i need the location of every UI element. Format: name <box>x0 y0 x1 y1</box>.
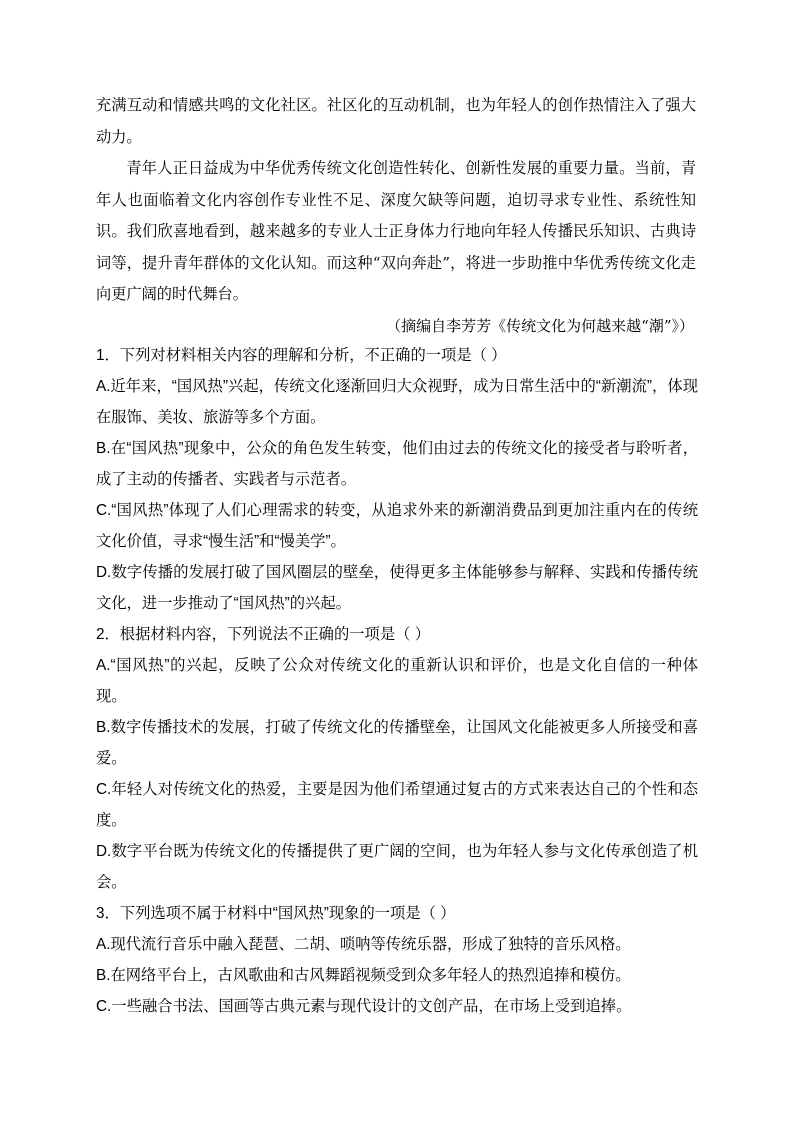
questions-section <box>96 340 698 1022</box>
question-1-stem: 1．下列对材料相关内容的理解和分析，不正确的一项是（ ） <box>96 347 507 364</box>
question-2-stem: 2．根据材料内容，下列说法不正确的一项是（ ） <box>96 626 430 643</box>
question-2-option-d: D.数字平台既为传统文化的传播提供了更广阔的空间，也为年轻人参与文化传承创造了机会。 <box>96 843 698 891</box>
passage-paragraph-2: 青年人正日益成为中华优秀传统文化创造性转化、创新性发展的重要力量。当前，青年人也面临着文化内容创作专业性不足、深度欠缺等问题，迫切寻求专业性、系统性知识。我们欣喜地看到，越来越多的专业人士正身体力行地向年轻人传播民乐知识、古典诗词等，提升青年群体的文化认知。而这种“双向奔赴”，将进一步助推中华优秀传统文化走向更广阔的时代舞台。 <box>96 159 696 303</box>
question-2-option-c: C.年轻人对传统文化的热爱，主要是因为他们希望通过复古的方式来表达自己的个性和态度。 <box>96 781 698 829</box>
passage-source: （摘编自李芳芳《传统文化为何越来越“潮”》） <box>386 317 694 335</box>
passage-paragraph-1: 充满互动和情感共鸣的文化社区。社区化的互动机制，也为年轻人的创作热情注入了强大动力。 <box>96 96 696 146</box>
question-3-option-a: A.现代流行音乐中融入琵琶、二胡、唢呐等传统乐器，形成了独特的音乐风格。 <box>96 936 631 953</box>
question-1-option-a: A.近年来，“国风热”兴起，传统文化逐渐回归大众视野，成为日常生活中的“新潮流”，体现在服饰、美妆、旅游等多个方面。 <box>96 378 698 426</box>
reading-passage <box>96 90 696 311</box>
question-1-option-c: C.“国风热”体现了人们心理需求的转变，从追求外来的新潮消费品到更加注重内在的传统文化价值，寻求“慢生活”和“慢美学”。 <box>96 502 698 550</box>
question-2-option-b: B.数字传播技术的发展，打破了传统文化的传播壁垒，让国风文化能被更多人所接受和喜爱。 <box>96 719 698 767</box>
question-1-option-b: B.在“国风热”现象中，公众的角色发生转变，他们由过去的传统文化的接受者与聆听者，成了主动的传播者、实践者与示范者。 <box>96 440 698 488</box>
question-3-stem: 3．下列选项不属于材料中“国风热”现象的一项是（ ） <box>96 905 456 922</box>
question-3-option-b: B.在网络平台上，古风歌曲和古风舞蹈视频受到众多年轻人的热烈追捧和模仿。 <box>96 967 631 984</box>
question-3-option-c: C.一些融合书法、国画等古典元素与现代设计的文创产品，在市场上受到追捧。 <box>96 998 632 1015</box>
question-2-option-a: A.“国风热”的兴起，反映了公众对传统文化的重新认识和评价，也是文化自信的一种体现。 <box>96 657 698 705</box>
question-1-option-d: D.数字传播的发展打破了国风圈层的壁垒，使得更多主体能够参与解释、实践和传播传统文化，进一步推动了“国风热”的兴起。 <box>96 564 698 612</box>
